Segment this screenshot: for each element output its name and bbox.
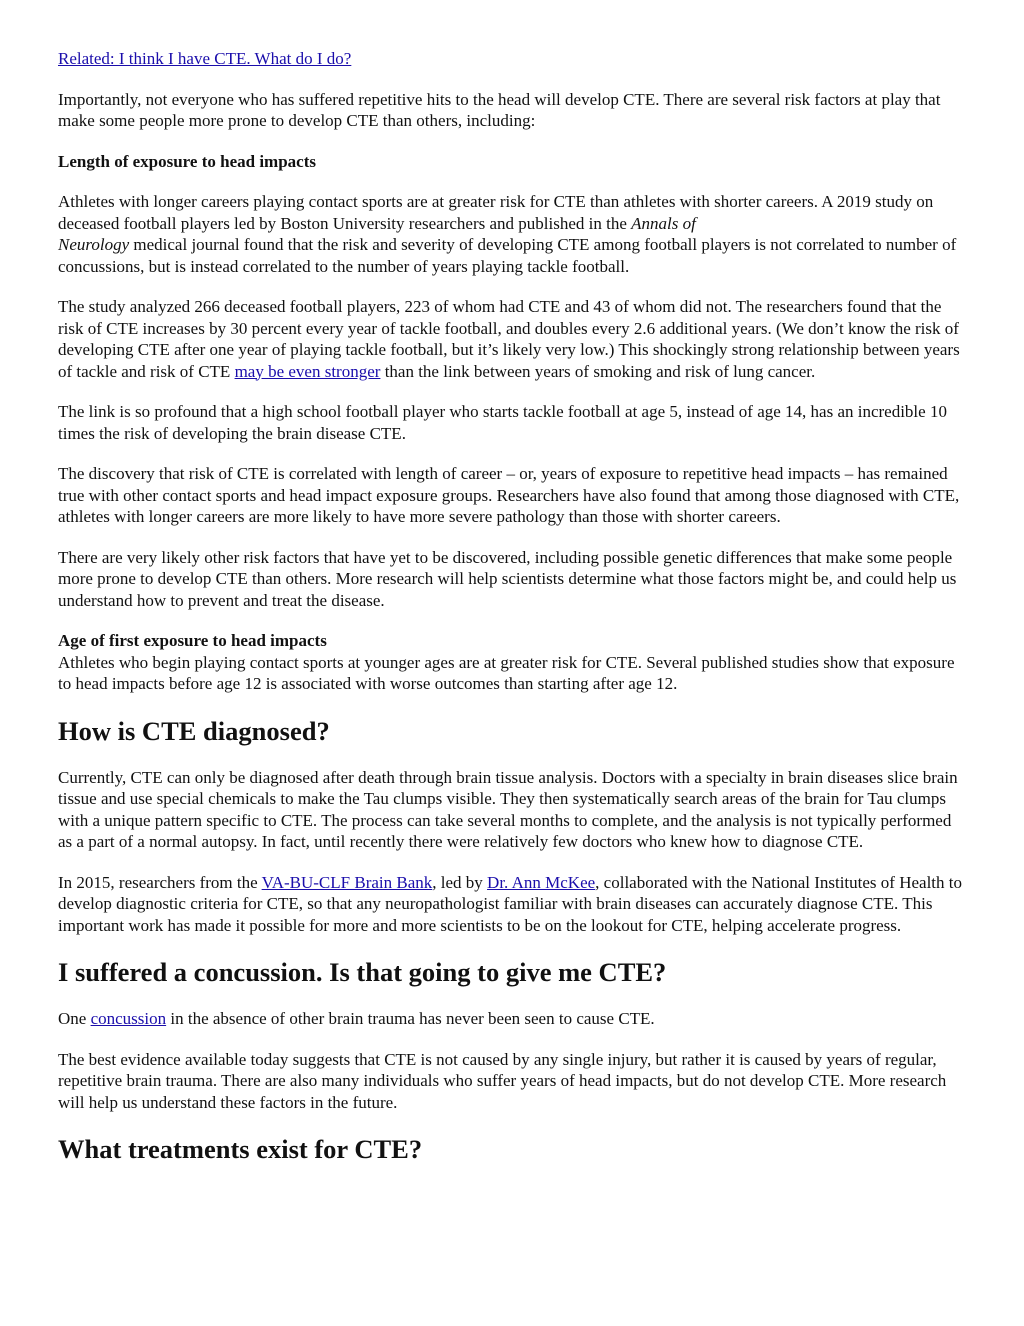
length-p2-text-a: The study analyzed 266 deceased football players, 223 of whom had CTE and 43 of whom did not. The researchers found that the risk of CTE increases by 30 percent every year of tackle football, and doubles every 2.6 additional years. (We don’t know the risk of developing CTE after one year of playing tackle football, but it’s likely very low.) This shockingly strong relationship between years of tackle and risk of CTE [58, 297, 960, 381]
length-p2-text-b: than the link between years of smoking and risk of lung cancer. [380, 361, 816, 381]
age-exposure-heading: Age of first exposure to head impacts [58, 631, 327, 650]
diagnosed-paragraph-1: Currently, CTE can only be diagnosed after death through brain tissue analysis. Doctors with a specialty in brain diseases slice brain tissue and use special chemicals to make the Tau clumps visible. They then systematically search areas of the brain for Tau clumps with a unique pattern specific to CTE. The process can take several months to complete, and the analysis is not typically performed as a part of a normal autopsy. In fact, until recently there were relatively few doctors who knew how to diagnose CTE. [58, 767, 958, 851]
concussion-heading: I suffered a concussion. Is that going to give me CTE? [58, 957, 667, 987]
length-exposure-paragraph-1 [58, 191, 968, 277]
diagnosed-p2-text-b: , led by [432, 872, 488, 892]
length-exposure-paragraph-4: The discovery that risk of CTE is correlated with length of career – or, years of exposure to repetitive head impacts – has remained true with other contact sports and head impact exposure groups. Researchers have also found that among those diagnosed with CTE, athletes with longer careers are more likely to have more severe pathology than those with shorter careers. [58, 464, 960, 526]
concussion-p1-text-b: in the absence of other brain trauma has never been seen to cause CTE. [166, 1009, 655, 1028]
concussion-p1-text-a: One [58, 1009, 91, 1028]
journal-name-part-2: Neurology [58, 235, 130, 254]
length-exposure-paragraph-3: The link is so profound that a high school football player who starts tackle football at age 5, instead of age 14, has an incredible 10 times the risk of developing the brain disease CTE. [58, 402, 947, 443]
intro-paragraph: Importantly, not everyone who has suffered repetitive hits to the head will develop CTE. There are several risk factors at play that make some people more prone to develop CTE than others, including: [58, 89, 941, 130]
length-p1-text-b: medical journal found that the risk and severity of developing CTE among football players is not correlated to number of concussions, but is instead correlated to the number of years playing tackle football. [58, 235, 957, 276]
length-p1-text-a: Athletes with longer careers playing contact sports are at greater risk for CTE than athletes with shorter careers. A 2019 study on deceased football players led by Boston University researchers and published in the [58, 192, 934, 233]
ann-mckee-link[interactable]: Dr. Ann McKee [487, 872, 596, 892]
diagnosed-heading: How is CTE diagnosed? [58, 715, 330, 746]
may-be-even-stronger-link[interactable]: may be even stronger [234, 361, 381, 381]
concussion-paragraph-1 [58, 1008, 968, 1030]
diagnosed-p2-text-a: In 2015, researchers from the [58, 872, 262, 892]
treatments-heading: What treatments exist for CTE? [58, 1134, 423, 1164]
concussion-paragraph-2: The best evidence available today suggests that CTE is not caused by any single injury, but rather it is caused by years of regular, repetitive brain trauma. There are also many individuals who suffer years of head impacts, but do not develop CTE. More research will help us understand these factors in the future. [58, 1049, 947, 1112]
length-exposure-paragraph-2 [58, 296, 968, 382]
concussion-link[interactable]: concussion [90, 1009, 167, 1028]
related-link[interactable]: Related: I think I have CTE. What do I do? [58, 49, 352, 68]
diagnosed-paragraph-2 [58, 872, 968, 937]
brain-bank-link[interactable]: VA-BU-CLF Brain Bank [261, 872, 433, 892]
age-exposure-paragraph: Athletes who begin playing contact sports at younger ages are at greater risk for CTE. Several published studies show that exposure to head impacts before age 12 is associated with worse outcomes than starting after age 12. [58, 652, 955, 693]
length-exposure-paragraph-5: There are very likely other risk factors that have yet to be discovered, including possible genetic differences that make some people more prone to develop CTE than others. More research will help scientists determine what those factors might be, and could help us understand how to prevent and treat the disease. [58, 547, 957, 610]
related-paragraph [58, 48, 968, 70]
diagnosed-p2-text-c: , collaborated with the National Institutes of Health to develop diagnostic criteria for CTE, so that any neuropathologist familiar with brain diseases can accurately diagnose CTE. This important work has made it possible for more and more scientists to be on the lookout for CTE, helping accelerate progress. [58, 872, 962, 935]
journal-name-part-1: Annals of [631, 213, 696, 233]
length-exposure-heading: Length of exposure to head impacts [58, 151, 316, 171]
